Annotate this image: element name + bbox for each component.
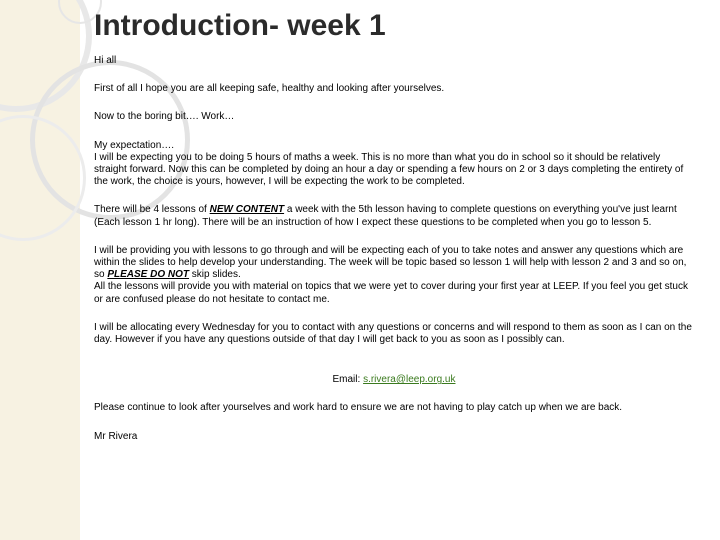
email-line [94, 374, 694, 386]
continue-paragraph: Please continue to look after yourselves and work hard to ensure we are not having to play catch up when we are back. [94, 402, 623, 414]
slide-title: Introduction- week 1 [94, 9, 386, 42]
signoff: Mr Rivera [94, 430, 138, 442]
provide-text-end: skip slides. [189, 269, 241, 281]
lessons-text-end: a week with the 5th lesson having to complete questions on everything you've just learnt (Each lesson 1 hr long). There will be an instruction of how I expect these questions to be completed when you go to lesson 5. [94, 204, 677, 228]
please-do-not-emphasis: PLEASE DO NOT [107, 269, 190, 281]
lessons-provided-paragraph [94, 245, 694, 282]
wednesday-paragraph: I will be allocating every Wednesday for you to contact with any questions or concerns and will respond to them as soon as I can on the day. However if you have any questions outside of that day I will get back to you as soon as I possibly can. [94, 321, 692, 346]
expectation-heading: My expectation…. [94, 139, 175, 151]
paragraph-wellbeing: First of all I hope you are all keeping safe, healthy and looking after yourselves. [94, 83, 445, 95]
email-link[interactable]: s.rivera@leep.org.uk [363, 374, 456, 386]
expectation-body: I will be expecting you to be doing 5 hours of maths a week. This is no more than what you do in school so it should be relatively straight forward. Now this can be completed by doing an hour a day or spending a few hours on 2 or 3 days completing the entirety of the work, the choice is yours, however, I will be expecting the work to be completed. [94, 151, 684, 188]
lessons-text-start: There will be 4 lessons of [94, 204, 210, 216]
lessons-paragraph [94, 204, 694, 228]
material-paragraph: All the lessons will provide you with material on topics that we were yet to cover during your first year at LEEP. If you feel you get stuck or are confused please do not hesitate to contact me. [94, 281, 688, 305]
slide-content [94, 8, 694, 443]
provide-text-start: I will be providing you with lessons to go through and will be expecting each of you to take notes and answer any questions which are within the slides to help develop your understanding. The week will be topic based so lesson 1 will help with lesson 2 and 3 and so on, so [94, 244, 687, 281]
new-content-emphasis: NEW CONTENT [209, 204, 285, 216]
email-label: Email: [332, 374, 364, 386]
paragraph-work: Now to the boring bit…. Work… [94, 111, 235, 123]
greeting: Hi all [94, 55, 117, 66]
